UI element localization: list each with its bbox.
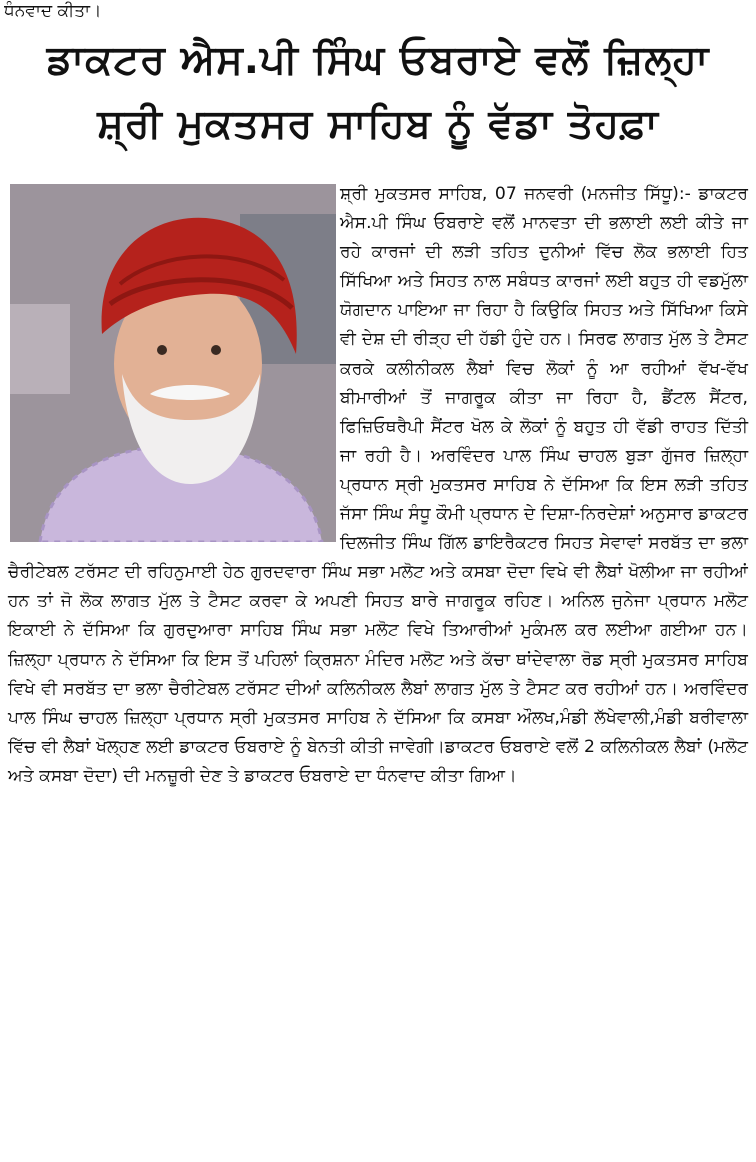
headline-line-2: ਸ਼੍ਰੀ ਮੁਕਤਸਰ ਸਾਹਿਬ ਨੂੰ ਵੱਡਾ ਤੋਹਫ਼ਾ (97, 101, 659, 147)
headline (8, 28, 748, 174)
previous-article-tail: ਧੰਨਵਾਦ ਕੀਤਾ। (4, 1, 102, 21)
article-dateline: ਸ਼੍ਰੀ ਮੁਕਤਸਰ ਸਾਹਿਬ, 07 ਜਨਵਰੀ (ਮਨਜੀਤ ਸਿੱਧੂ):- (340, 184, 691, 204)
article-story (0, 180, 756, 1162)
article-body: ਡਾਕਟਰ ਐਸ.ਪੀ ਸਿੰਘ ਓਬਰਾਏ ਵਲੋਂ ਮਾਨਵਤਾ ਦੀ ਭਲਾਈ ਲਈ ਕੀਤੇ ਜਾ ਰਹੇ ਕਾਰਜਾਂ ਦੀ ਲੜੀ ਤਹਿਤ ਦੁਨੀਆਂ ਵਿੱਚ ਲੋਕ ਭਲਾਈ ਹਿਤ ਸਿੱਖਿਆ ਅਤੇ ਸਿਹਤ ਨਾਲ ਸਬੰਧਤ ਕਾਰਜਾਂ ਲਈ ਬਹੁਤ ਹੀ ਵਡਮੁੱਲਾ ਯੋਗਦਾਨ ਪਾਇਆ ਜਾ ਰਿਹਾ ਹੈ ਕਿਉਕਿ ਸਿਹਤ ਅਤੇ ਸਿੱਖਿਆ ਕਿਸੇ ਵੀ ਦੇਸ਼ ਦੀ ਰੀੜ੍ਹ ਦੀ ਹੱਡੀ ਹੁੰਦੇ ਹਨ। ਸਿਰਫ ਲਾਗਤ ਮੁੱਲ ਤੇ ਟੈਸਟ ਕਰਕੇ ਕਲੀਨੀਕਲ ਲੈਬਾਂ ਵਿਚ ਲੋਕਾਂ ਨੂੰ ਆ ਰਹੀਆਂ ਵੱਖ-ਵੱਖ ਬੀਮਾਰੀਆਂ ਤੋਂ ਜਾਗਰੂਕ ਕੀਤਾ ਜਾ ਰਿਹਾ ਹੈ, ਡੈਂਟਲ ਸੈਂਟਰ, ਫਿਜ਼ਿਓਥਰੈਪੀ ਸੈਂਟਰ ਖੋਲ ਕੇ ਲੋਕਾਂ ਨੂੰ ਬਹੁਤ ਹੀ ਵੱਡੀ ਰਾਹਤ ਦਿੱਤੀ ਜਾ ਰਹੀ ਹੈ। ਅਰਵਿੰਦਰ ਪਾਲ ਸਿੰਘ ਚਾਹਲ ਬੁੜਾ ਗੁੱਜਰ ਜ਼ਿਲ੍ਹਾ ਪ੍ਰਧਾਨ ਸ੍ਰੀ ਮੁਕਤਸਰ ਸਾਹਿਬ ਨੇ ਦੱਸਿਆ ਕਿ ਇਸ ਲੜੀ ਤਹਿਤ ਜੱਸਾ ਸਿੰਘ ਸੰਧੂ ਕੌਮੀ ਪ੍ਰਧਾਨ ਦੇ ਦਿਸ਼ਾ-ਨਿਰਦੇਸ਼ਾਂ ਅਨੁਸਾਰ ਡਾਕਟਰ ਦਿਲਜੀਤ ਸਿੰਘ ਗਿੱਲ ਡਾਇਰੈਕਟਰ ਸਿਹਤ ਸੇਵਾਵਾਂ ਸਰਬੱਤ ਦਾ ਭਲਾ ਚੈਰੀਟੇਬਲ ਟਰੱਸਟ ਦੀ ਰਹਿਨੁਮਾਈ ਹੇਠ ਗੁਰਦਵਾਰਾ ਸਿੰਘ ਸਭਾ ਮਲੋਟ ਅਤੇ ਕਸਬਾ ਦੋਦਾ ਵਿਖੇ ਵੀ ਲੈਬਾਂ ਖੋਲੀਆ ਜਾ ਰਹੀਆਂ ਹਨ ਤਾਂ ਜੋ ਲੋਕ ਲਾਗਤ ਮੁੱਲ ਤੇ ਟੈਸਟ ਕਰਵਾ ਕੇ ਅਪਣੀ ਸਿਹਤ ਬਾਰੇ ਜਾਗਰੂਕ ਰਹਿਣ। ਅਨਿਲ ਜੁਨੇਜਾ ਪ੍ਰਧਾਨ ਮਲੋਟ ਇਕਾਈ ਨੇ ਦੱਸਿਆ ਕਿ ਗੁਰਦੁਆਰਾ ਸਾਹਿਬ ਸਿੰਘ ਸਭਾ ਮਲੋਟ ਵਿਖੇ ਤਿਆਰੀਆਂ ਮੁਕੰਮਲ ਕਰ ਲਈਆ ਗਈਆ ਹਨ। ਜ਼ਿਲ੍ਹਾ ਪ੍ਰਧਾਨ ਨੇ ਦੱਸਿਆ ਕਿ ਇਸ ਤੋਂ ਪਹਿਲਾਂ ਕ੍ਰਿਸ਼ਨਾ ਮੰਦਿਰ ਮਲੋਟ ਅਤੇ ਕੱਚਾ ਥਾਂਦੇਵਾਲਾ ਰੋਡ ਸ੍ਰੀ ਮੁਕਤਸਰ ਸਾਹਿਬ ਵਿਖੇ ਵੀ ਸਰਬੱਤ ਦਾ ਭਲਾ ਚੈਰੀਟੇਬਲ ਟਰੱਸਟ ਦੀਆਂ ਕਲਿਨੀਕਲ ਲੈਬਾਂ ਲਾਗਤ ਮੁੱਲ ਤੇ ਟੈਸਟ ਕਰ ਰਹੀਆਂ ਹਨ। ਅਰਵਿੰਦਰ ਪਾਲ ਸਿੰਘ ਚਾਹਲ ਜ਼ਿਲ੍ਹਾ ਪ੍ਰਧਾਨ ਸ੍ਰੀ ਮੁਕਤਸਰ ਸਾਹਿਬ ਨੇ ਦੱਸਿਆ ਕਿ ਕਸਬਾ ਔਲਖ,ਮੰਡੀ ਲੱਖੇਵਾਲੀ,ਮੰਡੀ ਬਰੀਵਾਲਾ ਵਿੱਚ ਵੀ ਲੈਬਾਂ ਖੋਲ੍ਹਣ ਲਈ ਡਾਕਟਰ ਓਬਰਾਏ ਨੂੰ ਬੇਨਤੀ ਕੀਤੀ ਜਾਵੇਗੀ।ਡਾਕਟਰ ਓਬਰਾਏ ਵਲੋਂ 2 ਕਲਿਨੀਕਲ ਲੈਬਾਂ (ਮਲੋਟ ਅਤੇ ਕਸਬਾ ਦੋਦਾ) ਦੀ ਮਨਜ਼ੂਰੀ ਦੇਣ ਤੇ ਡਾਕਟਰ ਓਬਰਾਏ ਦਾ ਧੰਨਵਾਦ ਕੀਤਾ ਗਿਆ। (8, 184, 748, 786)
headline-line-1: ਡਾਕਟਰ ਐਸ.ਪੀ ਸਿੰਘ ਓਬਰਾਏ ਵਲੋਂ ਜ਼ਿਲ੍ਹਾ (46, 37, 710, 83)
